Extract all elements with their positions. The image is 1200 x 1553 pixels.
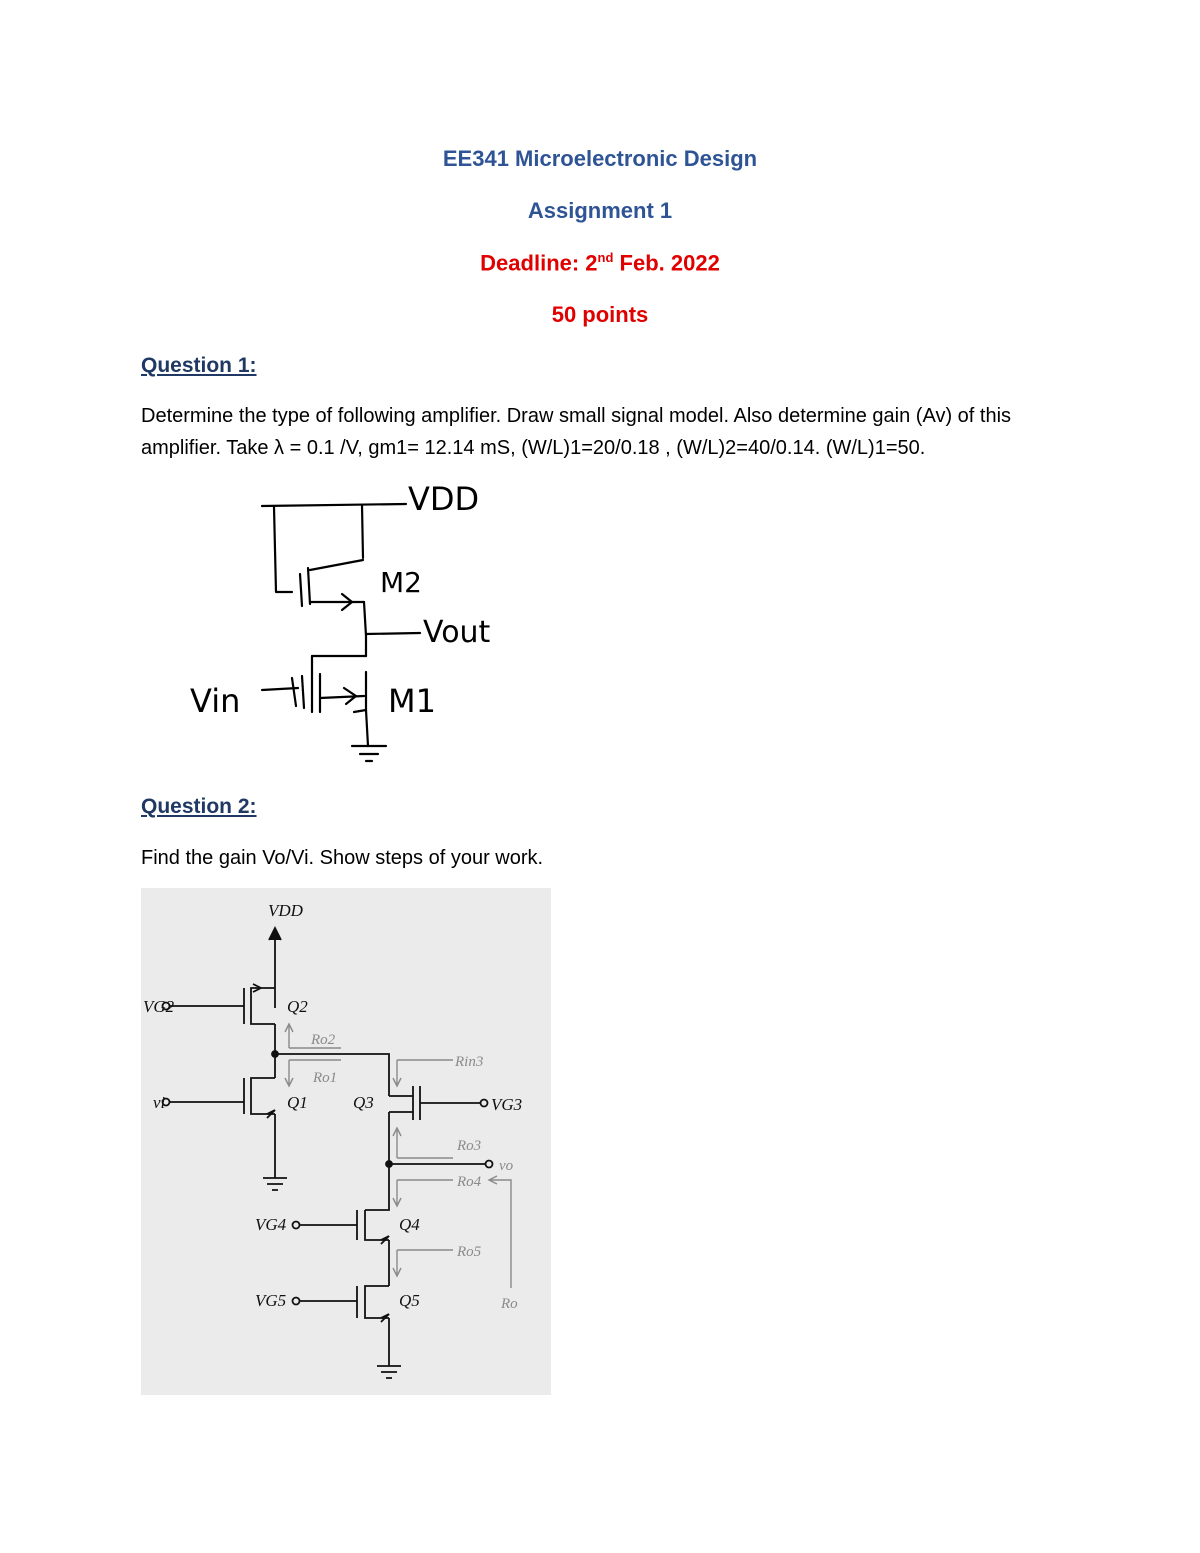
question-2-heading: Question 2: bbox=[141, 795, 257, 818]
q2-label: Q2 bbox=[287, 997, 308, 1016]
vg2-label: VG2 bbox=[143, 997, 175, 1016]
vdd-label: VDD bbox=[408, 480, 480, 518]
ro5-label: Ro5 bbox=[457, 1244, 482, 1260]
vi-label: vi bbox=[153, 1093, 166, 1112]
question-2-circuit-figure bbox=[141, 888, 551, 1395]
q1-label: Q1 bbox=[287, 1093, 308, 1112]
question-1-circuit-figure bbox=[180, 476, 540, 776]
vg4-label: VG4 bbox=[255, 1215, 287, 1234]
ro4-label: Ro4 bbox=[457, 1174, 482, 1190]
points-total: 50 points bbox=[551, 302, 649, 327]
deadline-suffix: Feb. 2022 bbox=[613, 250, 720, 276]
vin-label: Vin bbox=[190, 682, 241, 720]
question-1-heading: Question 1: bbox=[141, 354, 257, 377]
ro-label: Ro bbox=[501, 1296, 518, 1312]
q3-label: Q3 bbox=[353, 1093, 374, 1112]
vdd-label: VDD bbox=[268, 901, 303, 920]
vout-label: Vout bbox=[423, 615, 491, 650]
page-title: EE341 Microelectronic Design bbox=[442, 146, 758, 171]
deadline bbox=[0, 250, 1200, 276]
question-2-text: Find the gain Vo/Vi. Show steps of your work. bbox=[141, 847, 544, 869]
question-1-text: Determine the type of following amplifier. Draw small signal model. Also determine gain (Av) of this amplifier. Take λ = 0.1 /V, gm1= 12.14 mS, (W/L)1=20/0.18 , (W/L)2=40/0.14. (W/L)1=50. bbox=[141, 405, 1012, 459]
deadline-prefix: Deadline: 2 bbox=[480, 250, 598, 276]
ro2-label: Ro2 bbox=[311, 1032, 336, 1048]
ro3-label: Ro3 bbox=[457, 1138, 482, 1154]
m2-label: M2 bbox=[380, 566, 422, 599]
rin3-label: Rin3 bbox=[455, 1054, 484, 1070]
m1-label: M1 bbox=[388, 682, 436, 720]
q4-label: Q4 bbox=[399, 1215, 420, 1234]
q5-label: Q5 bbox=[399, 1291, 420, 1310]
vg3-label: VG3 bbox=[491, 1095, 523, 1114]
ro1-label: Ro1 bbox=[313, 1070, 338, 1086]
deadline-ordinal: nd bbox=[597, 250, 614, 265]
assignment-number: Assignment 1 bbox=[527, 198, 673, 223]
vg5-label: VG5 bbox=[255, 1291, 287, 1310]
vo-label: vo bbox=[499, 1158, 514, 1174]
